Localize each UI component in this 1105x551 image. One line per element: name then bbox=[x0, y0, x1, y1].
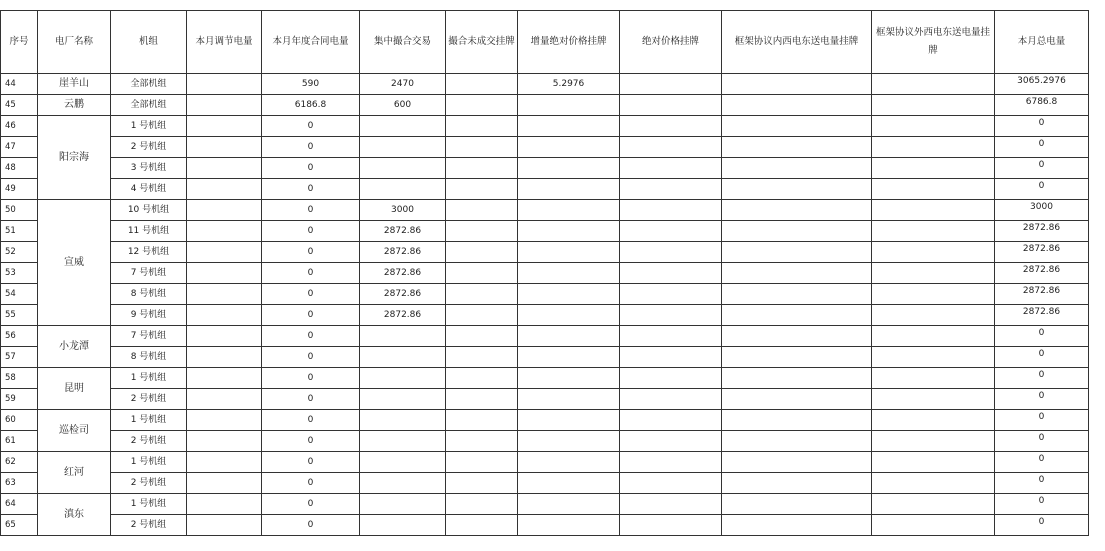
cell-absolute-price bbox=[620, 515, 722, 536]
cell-centralized-matching: 3000 bbox=[360, 200, 446, 221]
table-row bbox=[1, 284, 1089, 305]
cell-centralized-matching bbox=[360, 389, 446, 410]
cell-absolute-price bbox=[620, 368, 722, 389]
cell-unit: 2 号机组 bbox=[111, 473, 187, 494]
cell-annual-contract: 0 bbox=[262, 410, 360, 431]
cell-monthly-total: 0 bbox=[995, 368, 1089, 389]
cell-annual-contract: 0 bbox=[262, 221, 360, 242]
cell-incremental-absolute-price bbox=[518, 221, 620, 242]
cell-centralized-matching: 2470 bbox=[360, 74, 446, 95]
cell-incremental-absolute-price bbox=[518, 158, 620, 179]
cell-unmatched-listing bbox=[446, 284, 518, 305]
cell-monthly-adjustment bbox=[187, 347, 262, 368]
cell-centralized-matching bbox=[360, 515, 446, 536]
cell-incremental-absolute-price bbox=[518, 179, 620, 200]
cell-unit: 全部机组 bbox=[111, 74, 187, 95]
cell-seq: 52 bbox=[1, 242, 38, 263]
cell-centralized-matching bbox=[360, 473, 446, 494]
cell-unit: 12 号机组 bbox=[111, 242, 187, 263]
cell-annual-contract: 0 bbox=[262, 116, 360, 137]
cell-seq: 58 bbox=[1, 368, 38, 389]
cell-framework-outside bbox=[872, 284, 995, 305]
cell-monthly-adjustment bbox=[187, 494, 262, 515]
table-row bbox=[1, 368, 1089, 389]
cell-incremental-absolute-price bbox=[518, 389, 620, 410]
cell-annual-contract: 0 bbox=[262, 284, 360, 305]
cell-framework-inside bbox=[722, 494, 872, 515]
cell-unmatched-listing bbox=[446, 95, 518, 116]
cell-unit: 7 号机组 bbox=[111, 263, 187, 284]
table-row bbox=[1, 137, 1089, 158]
cell-framework-outside bbox=[872, 116, 995, 137]
cell-absolute-price bbox=[620, 347, 722, 368]
cell-annual-contract: 0 bbox=[262, 158, 360, 179]
cell-unit: 10 号机组 bbox=[111, 200, 187, 221]
cell-incremental-absolute-price bbox=[518, 347, 620, 368]
cell-framework-inside bbox=[722, 410, 872, 431]
cell-unmatched-listing bbox=[446, 452, 518, 473]
table-row bbox=[1, 452, 1089, 473]
cell-seq: 63 bbox=[1, 473, 38, 494]
cell-unit: 4 号机组 bbox=[111, 179, 187, 200]
cell-incremental-absolute-price bbox=[518, 515, 620, 536]
cell-seq: 44 bbox=[1, 74, 38, 95]
cell-absolute-price bbox=[620, 410, 722, 431]
cell-centralized-matching bbox=[360, 368, 446, 389]
header-centralized-matching: 集中撮合交易 bbox=[360, 11, 446, 74]
cell-centralized-matching bbox=[360, 116, 446, 137]
header-absolute-price: 绝对价格挂牌 bbox=[620, 11, 722, 74]
table-row bbox=[1, 305, 1089, 326]
cell-framework-outside bbox=[872, 242, 995, 263]
cell-framework-inside bbox=[722, 242, 872, 263]
cell-unit: 11 号机组 bbox=[111, 221, 187, 242]
cell-centralized-matching: 2872.86 bbox=[360, 263, 446, 284]
cell-plant-name: 阳宗海 bbox=[38, 116, 111, 200]
cell-framework-outside bbox=[872, 200, 995, 221]
cell-unit: 7 号机组 bbox=[111, 326, 187, 347]
header-row bbox=[1, 11, 1089, 74]
cell-unmatched-listing bbox=[446, 473, 518, 494]
cell-monthly-adjustment bbox=[187, 158, 262, 179]
cell-framework-outside bbox=[872, 326, 995, 347]
cell-monthly-adjustment bbox=[187, 473, 262, 494]
cell-unmatched-listing bbox=[446, 368, 518, 389]
cell-centralized-matching bbox=[360, 326, 446, 347]
cell-seq: 60 bbox=[1, 410, 38, 431]
cell-annual-contract: 6186.8 bbox=[262, 95, 360, 116]
cell-unit: 2 号机组 bbox=[111, 137, 187, 158]
cell-monthly-total: 0 bbox=[995, 158, 1089, 179]
cell-centralized-matching bbox=[360, 137, 446, 158]
cell-annual-contract: 0 bbox=[262, 389, 360, 410]
cell-absolute-price bbox=[620, 116, 722, 137]
cell-monthly-adjustment bbox=[187, 116, 262, 137]
cell-centralized-matching: 2872.86 bbox=[360, 284, 446, 305]
cell-unit: 8 号机组 bbox=[111, 284, 187, 305]
cell-framework-outside bbox=[872, 494, 995, 515]
cell-framework-outside bbox=[872, 263, 995, 284]
header-monthly-adjustment: 本月调节电量 bbox=[187, 11, 262, 74]
cell-monthly-total: 0 bbox=[995, 473, 1089, 494]
table-row bbox=[1, 242, 1089, 263]
cell-framework-inside bbox=[722, 158, 872, 179]
cell-monthly-total: 0 bbox=[995, 179, 1089, 200]
header-unit: 机组 bbox=[111, 11, 187, 74]
header-unmatched-listing: 撮合未成交挂牌 bbox=[446, 11, 518, 74]
cell-seq: 45 bbox=[1, 95, 38, 116]
cell-seq: 54 bbox=[1, 284, 38, 305]
table-row bbox=[1, 116, 1089, 137]
header-incremental-absolute-price: 增量绝对价格挂牌 bbox=[518, 11, 620, 74]
table-row bbox=[1, 515, 1089, 536]
cell-annual-contract: 0 bbox=[262, 431, 360, 452]
cell-unmatched-listing bbox=[446, 179, 518, 200]
cell-unmatched-listing bbox=[446, 137, 518, 158]
cell-monthly-total: 0 bbox=[995, 326, 1089, 347]
cell-annual-contract: 0 bbox=[262, 326, 360, 347]
cell-incremental-absolute-price bbox=[518, 200, 620, 221]
header-monthly-total: 本月总电量 bbox=[995, 11, 1089, 74]
cell-seq: 51 bbox=[1, 221, 38, 242]
cell-unmatched-listing bbox=[446, 221, 518, 242]
cell-monthly-adjustment bbox=[187, 368, 262, 389]
cell-incremental-absolute-price: 5.2976 bbox=[518, 74, 620, 95]
table-row bbox=[1, 95, 1089, 116]
cell-annual-contract: 0 bbox=[262, 452, 360, 473]
cell-absolute-price bbox=[620, 137, 722, 158]
cell-framework-inside bbox=[722, 95, 872, 116]
cell-annual-contract: 0 bbox=[262, 347, 360, 368]
cell-unit: 2 号机组 bbox=[111, 431, 187, 452]
cell-framework-outside bbox=[872, 74, 995, 95]
cell-centralized-matching bbox=[360, 347, 446, 368]
cell-centralized-matching: 2872.86 bbox=[360, 305, 446, 326]
cell-plant-name: 崖羊山 bbox=[38, 74, 111, 95]
cell-centralized-matching bbox=[360, 431, 446, 452]
cell-monthly-adjustment bbox=[187, 221, 262, 242]
cell-centralized-matching bbox=[360, 410, 446, 431]
cell-plant-name: 云鹏 bbox=[38, 95, 111, 116]
cell-centralized-matching bbox=[360, 494, 446, 515]
table-row bbox=[1, 221, 1089, 242]
cell-absolute-price bbox=[620, 221, 722, 242]
table-row bbox=[1, 200, 1089, 221]
cell-absolute-price bbox=[620, 95, 722, 116]
cell-monthly-total: 2872.86 bbox=[995, 263, 1089, 284]
cell-framework-outside bbox=[872, 473, 995, 494]
cell-seq: 65 bbox=[1, 515, 38, 536]
cell-annual-contract: 0 bbox=[262, 263, 360, 284]
cell-absolute-price bbox=[620, 389, 722, 410]
cell-annual-contract: 590 bbox=[262, 74, 360, 95]
cell-incremental-absolute-price bbox=[518, 452, 620, 473]
table-row bbox=[1, 179, 1089, 200]
cell-unmatched-listing bbox=[446, 116, 518, 137]
cell-unit: 1 号机组 bbox=[111, 368, 187, 389]
cell-seq: 57 bbox=[1, 347, 38, 368]
cell-unmatched-listing bbox=[446, 242, 518, 263]
cell-monthly-total: 3065.2976 bbox=[995, 74, 1089, 95]
header-framework-outside: 框架协议外西电东送电量挂牌 bbox=[872, 11, 995, 74]
cell-centralized-matching bbox=[360, 452, 446, 473]
cell-seq: 53 bbox=[1, 263, 38, 284]
cell-framework-outside bbox=[872, 221, 995, 242]
cell-framework-inside bbox=[722, 368, 872, 389]
cell-annual-contract: 0 bbox=[262, 200, 360, 221]
cell-monthly-total: 2872.86 bbox=[995, 221, 1089, 242]
cell-plant-name: 小龙潭 bbox=[38, 326, 111, 368]
cell-monthly-total: 2872.86 bbox=[995, 284, 1089, 305]
cell-unit: 1 号机组 bbox=[111, 410, 187, 431]
cell-absolute-price bbox=[620, 473, 722, 494]
cell-absolute-price bbox=[620, 494, 722, 515]
header-framework-inside: 框架协议内西电东送电量挂牌 bbox=[722, 11, 872, 74]
cell-framework-inside bbox=[722, 284, 872, 305]
cell-framework-inside bbox=[722, 515, 872, 536]
cell-unmatched-listing bbox=[446, 431, 518, 452]
header-plant-name: 电厂名称 bbox=[38, 11, 111, 74]
cell-incremental-absolute-price bbox=[518, 326, 620, 347]
table-row bbox=[1, 74, 1089, 95]
cell-absolute-price bbox=[620, 452, 722, 473]
cell-framework-inside bbox=[722, 137, 872, 158]
cell-unit: 8 号机组 bbox=[111, 347, 187, 368]
cell-monthly-total: 0 bbox=[995, 347, 1089, 368]
cell-framework-inside bbox=[722, 200, 872, 221]
cell-monthly-adjustment bbox=[187, 515, 262, 536]
cell-framework-inside bbox=[722, 116, 872, 137]
cell-annual-contract: 0 bbox=[262, 473, 360, 494]
cell-framework-inside bbox=[722, 221, 872, 242]
cell-unit: 1 号机组 bbox=[111, 494, 187, 515]
cell-monthly-adjustment bbox=[187, 452, 262, 473]
cell-monthly-total: 0 bbox=[995, 452, 1089, 473]
cell-incremental-absolute-price bbox=[518, 284, 620, 305]
cell-unmatched-listing bbox=[446, 494, 518, 515]
cell-absolute-price bbox=[620, 263, 722, 284]
cell-framework-outside bbox=[872, 452, 995, 473]
cell-unit: 9 号机组 bbox=[111, 305, 187, 326]
cell-framework-outside bbox=[872, 179, 995, 200]
cell-incremental-absolute-price bbox=[518, 95, 620, 116]
power-allocation-table bbox=[0, 10, 1089, 536]
cell-unmatched-listing bbox=[446, 326, 518, 347]
cell-incremental-absolute-price bbox=[518, 473, 620, 494]
cell-centralized-matching bbox=[360, 158, 446, 179]
cell-absolute-price bbox=[620, 179, 722, 200]
cell-monthly-total: 0 bbox=[995, 116, 1089, 137]
cell-unmatched-listing bbox=[446, 263, 518, 284]
cell-absolute-price bbox=[620, 158, 722, 179]
cell-incremental-absolute-price bbox=[518, 431, 620, 452]
cell-annual-contract: 0 bbox=[262, 242, 360, 263]
cell-unmatched-listing bbox=[446, 347, 518, 368]
cell-annual-contract: 0 bbox=[262, 368, 360, 389]
cell-monthly-adjustment bbox=[187, 179, 262, 200]
cell-unit: 全部机组 bbox=[111, 95, 187, 116]
cell-incremental-absolute-price bbox=[518, 305, 620, 326]
cell-centralized-matching: 2872.86 bbox=[360, 242, 446, 263]
cell-unmatched-listing bbox=[446, 410, 518, 431]
cell-seq: 55 bbox=[1, 305, 38, 326]
cell-annual-contract: 0 bbox=[262, 305, 360, 326]
cell-framework-outside bbox=[872, 515, 995, 536]
cell-unmatched-listing bbox=[446, 515, 518, 536]
table-row bbox=[1, 347, 1089, 368]
cell-incremental-absolute-price bbox=[518, 116, 620, 137]
cell-seq: 59 bbox=[1, 389, 38, 410]
header-annual-contract: 本月年度合同电量 bbox=[262, 11, 360, 74]
cell-unmatched-listing bbox=[446, 389, 518, 410]
cell-framework-inside bbox=[722, 389, 872, 410]
cell-seq: 49 bbox=[1, 179, 38, 200]
cell-unit: 2 号机组 bbox=[111, 515, 187, 536]
cell-incremental-absolute-price bbox=[518, 368, 620, 389]
cell-framework-outside bbox=[872, 410, 995, 431]
cell-absolute-price bbox=[620, 242, 722, 263]
cell-incremental-absolute-price bbox=[518, 137, 620, 158]
cell-plant-name: 红河 bbox=[38, 452, 111, 494]
header-seq: 序号 bbox=[1, 11, 38, 74]
cell-centralized-matching: 600 bbox=[360, 95, 446, 116]
cell-plant-name: 巡检司 bbox=[38, 410, 111, 452]
table-row bbox=[1, 473, 1089, 494]
table-row bbox=[1, 494, 1089, 515]
cell-annual-contract: 0 bbox=[262, 179, 360, 200]
cell-framework-inside bbox=[722, 347, 872, 368]
cell-seq: 47 bbox=[1, 137, 38, 158]
cell-centralized-matching bbox=[360, 179, 446, 200]
cell-unit: 2 号机组 bbox=[111, 389, 187, 410]
cell-absolute-price bbox=[620, 284, 722, 305]
cell-incremental-absolute-price bbox=[518, 410, 620, 431]
cell-unmatched-listing bbox=[446, 200, 518, 221]
cell-monthly-total: 0 bbox=[995, 494, 1089, 515]
cell-incremental-absolute-price bbox=[518, 494, 620, 515]
cell-unit: 3 号机组 bbox=[111, 158, 187, 179]
cell-monthly-total: 2872.86 bbox=[995, 242, 1089, 263]
cell-framework-outside bbox=[872, 95, 995, 116]
cell-framework-inside bbox=[722, 74, 872, 95]
cell-absolute-price bbox=[620, 326, 722, 347]
cell-monthly-total: 2872.86 bbox=[995, 305, 1089, 326]
table-row bbox=[1, 431, 1089, 452]
cell-framework-outside bbox=[872, 137, 995, 158]
cell-annual-contract: 0 bbox=[262, 137, 360, 158]
cell-monthly-total: 0 bbox=[995, 431, 1089, 452]
cell-monthly-adjustment bbox=[187, 137, 262, 158]
cell-monthly-adjustment bbox=[187, 263, 262, 284]
cell-absolute-price bbox=[620, 431, 722, 452]
cell-monthly-adjustment bbox=[187, 284, 262, 305]
cell-annual-contract: 0 bbox=[262, 494, 360, 515]
cell-unmatched-listing bbox=[446, 305, 518, 326]
cell-incremental-absolute-price bbox=[518, 242, 620, 263]
cell-framework-outside bbox=[872, 305, 995, 326]
cell-absolute-price bbox=[620, 305, 722, 326]
cell-seq: 61 bbox=[1, 431, 38, 452]
cell-framework-inside bbox=[722, 326, 872, 347]
cell-monthly-total: 3000 bbox=[995, 200, 1089, 221]
cell-framework-outside bbox=[872, 431, 995, 452]
cell-framework-inside bbox=[722, 431, 872, 452]
cell-monthly-total: 0 bbox=[995, 137, 1089, 158]
cell-monthly-adjustment bbox=[187, 95, 262, 116]
cell-unmatched-listing bbox=[446, 74, 518, 95]
cell-framework-outside bbox=[872, 347, 995, 368]
cell-framework-inside bbox=[722, 452, 872, 473]
cell-monthly-adjustment bbox=[187, 431, 262, 452]
table-row bbox=[1, 158, 1089, 179]
cell-framework-inside bbox=[722, 263, 872, 284]
cell-monthly-adjustment bbox=[187, 305, 262, 326]
cell-plant-name: 滇东 bbox=[38, 494, 111, 536]
cell-unit: 1 号机组 bbox=[111, 116, 187, 137]
cell-seq: 56 bbox=[1, 326, 38, 347]
cell-monthly-total: 0 bbox=[995, 515, 1089, 536]
cell-plant-name: 昆明 bbox=[38, 368, 111, 410]
cell-unit: 1 号机组 bbox=[111, 452, 187, 473]
cell-monthly-adjustment bbox=[187, 200, 262, 221]
table-row bbox=[1, 263, 1089, 284]
cell-centralized-matching: 2872.86 bbox=[360, 221, 446, 242]
cell-framework-inside bbox=[722, 305, 872, 326]
table-row bbox=[1, 389, 1089, 410]
cell-seq: 48 bbox=[1, 158, 38, 179]
cell-framework-inside bbox=[722, 179, 872, 200]
cell-framework-outside bbox=[872, 389, 995, 410]
cell-monthly-adjustment bbox=[187, 74, 262, 95]
table-row bbox=[1, 410, 1089, 431]
cell-absolute-price bbox=[620, 74, 722, 95]
cell-plant-name: 宣威 bbox=[38, 200, 111, 326]
cell-monthly-total: 6786.8 bbox=[995, 95, 1089, 116]
cell-unmatched-listing bbox=[446, 158, 518, 179]
cell-incremental-absolute-price bbox=[518, 263, 620, 284]
cell-absolute-price bbox=[620, 200, 722, 221]
cell-monthly-adjustment bbox=[187, 389, 262, 410]
cell-seq: 64 bbox=[1, 494, 38, 515]
cell-framework-outside bbox=[872, 368, 995, 389]
cell-monthly-total: 0 bbox=[995, 410, 1089, 431]
table-body bbox=[1, 74, 1089, 536]
cell-framework-inside bbox=[722, 473, 872, 494]
cell-annual-contract: 0 bbox=[262, 515, 360, 536]
table-row bbox=[1, 326, 1089, 347]
cell-framework-outside bbox=[872, 158, 995, 179]
cell-seq: 50 bbox=[1, 200, 38, 221]
cell-monthly-total: 0 bbox=[995, 389, 1089, 410]
cell-seq: 46 bbox=[1, 116, 38, 137]
cell-monthly-adjustment bbox=[187, 410, 262, 431]
cell-seq: 62 bbox=[1, 452, 38, 473]
cell-monthly-adjustment bbox=[187, 242, 262, 263]
cell-monthly-adjustment bbox=[187, 326, 262, 347]
